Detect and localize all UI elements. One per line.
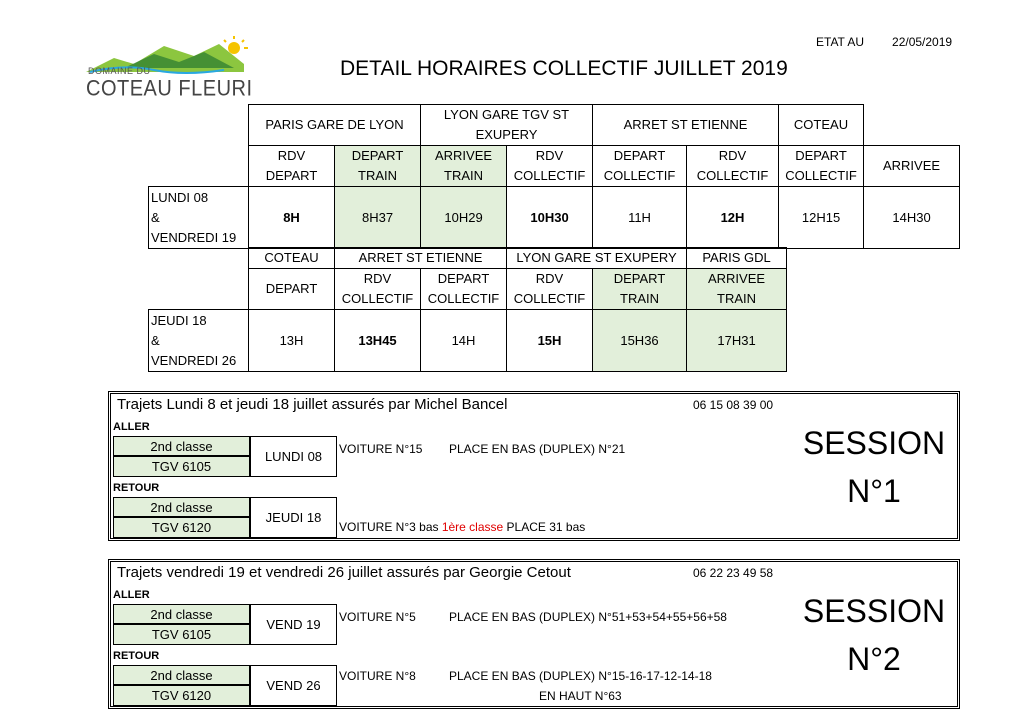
voiture-info: VOITURE N°8 [339, 669, 416, 683]
blank-corner [149, 269, 249, 310]
time-cell: 11H [593, 187, 687, 249]
blank-corner [149, 146, 249, 187]
column-header: DEPART TRAIN [593, 269, 687, 310]
time-cell: 10H30 [507, 187, 593, 249]
etat-au [816, 35, 952, 49]
schedule-table-aller [148, 104, 960, 249]
time-cell: 13H45 [335, 310, 421, 372]
column-header: DEPART COLLECTIF [593, 146, 687, 187]
train-cell: TGV 6105 [113, 456, 250, 477]
phone-number: 06 22 23 49 58 [693, 566, 774, 580]
schedule-table-retour [148, 247, 787, 372]
time-cell: 8H [249, 187, 335, 249]
column-header: DEPART TRAIN [335, 146, 421, 187]
time-cell: 10H29 [421, 187, 507, 249]
logo-line-1: DOMAINE DU [88, 66, 151, 76]
time-cell: 12H [687, 187, 779, 249]
trip-title: Trajets Lundi 8 et jeudi 18 juillet assurés par Michel Bancel [117, 396, 508, 413]
trip-title: Trajets vendredi 19 et vendredi 26 juillet assurés par Georgie Cetout [117, 564, 571, 581]
aller-label: ALLER [113, 589, 150, 601]
etat-date: 22/05/2019 [892, 35, 953, 49]
place-info: PLACE EN BAS (DUPLEX) N°21 [449, 442, 626, 456]
column-header: RDV COLLECTIF [507, 146, 593, 187]
group-header: LYON GARE ST EXUPERY [507, 248, 687, 269]
day-cell: VEND 19 [250, 604, 337, 645]
logo-line-2: COTEAU FLEURI [86, 77, 253, 102]
group-header: COTEAU [779, 105, 864, 146]
column-header: RDV DEPART [249, 146, 335, 187]
classe-cell: 2nd classe [113, 604, 250, 624]
retour-label: RETOUR [113, 482, 160, 494]
page-title: DETAIL HORAIRES COLLECTIF JUILLET 2019 [340, 57, 788, 80]
column-header: DEPART COLLECTIF [779, 146, 864, 187]
column-header: ARRIVEE TRAIN [687, 269, 787, 310]
first-class-note: 1ère classe [441, 520, 504, 534]
voiture-info: VOITURE N°5 [339, 610, 416, 624]
classe-cell: 2nd classe [113, 436, 250, 456]
phone-number: 06 15 08 39 00 [693, 398, 774, 412]
day-cell: JEUDI 18 & VENDREDI 26 [149, 310, 249, 372]
day-cell: VEND 26 [250, 665, 337, 706]
classe-cell: 2nd classe [113, 665, 250, 685]
day-cell: LUNDI 08 [250, 436, 337, 477]
day-cell: LUNDI 08 & VENDREDI 19 [149, 187, 249, 249]
etat-label: ETAT AU [816, 35, 865, 49]
time-cell: 15H [507, 310, 593, 372]
aller-label: ALLER [113, 421, 150, 433]
time-cell: 13H [249, 310, 335, 372]
group-header: LYON GARE TGV ST EXUPERY [421, 105, 593, 146]
domaine-logo [84, 34, 254, 104]
retour-label: RETOUR [113, 650, 160, 662]
classe-cell: 2nd classe [113, 497, 250, 517]
column-header: RDV COLLECTIF [335, 269, 421, 310]
column-header: DEPART COLLECTIF [421, 269, 507, 310]
time-cell: 17H31 [687, 310, 787, 372]
column-header: RDV COLLECTIF [687, 146, 779, 187]
column-header: RDV COLLECTIF [507, 269, 593, 310]
blank-corner [149, 248, 249, 269]
group-header: ARRET ST ETIENNE [335, 248, 507, 269]
time-cell: 14H [421, 310, 507, 372]
group-header: ARRET ST ETIENNE [593, 105, 779, 146]
train-cell: TGV 6120 [113, 685, 250, 706]
group-header: PARIS GARE DE LYON [249, 105, 421, 146]
train-cell: TGV 6120 [113, 517, 250, 538]
time-cell: 14H30 [864, 187, 960, 249]
session-label: SESSION N°2 [802, 593, 946, 677]
session-2-box [108, 559, 960, 709]
session-1-box [108, 391, 960, 541]
place-info: PLACE EN BAS (DUPLEX) N°15-16-17-12-14-18 [449, 669, 712, 683]
place-info-upper: EN HAUT N°63 [539, 689, 622, 703]
column-header: ARRIVEE [864, 146, 960, 187]
column-header: ARRIVEE TRAIN [421, 146, 507, 187]
train-cell: TGV 6105 [113, 624, 250, 645]
time-cell: 15H36 [593, 310, 687, 372]
retour-info: VOITURE N°3 bas 1ère classe PLACE 31 bas [339, 520, 586, 534]
time-cell: 12H15 [779, 187, 864, 249]
column-header: DEPART [249, 269, 335, 310]
voiture-info: VOITURE N°15 [339, 442, 423, 456]
blank-corner [149, 105, 249, 146]
group-header: COTEAU [249, 248, 335, 269]
day-cell: JEUDI 18 [250, 497, 337, 538]
place-info: PLACE EN BAS (DUPLEX) N°51+53+54+55+56+58 [449, 610, 727, 624]
group-header: PARIS GDL [687, 248, 787, 269]
time-cell: 8H37 [335, 187, 421, 249]
session-label: SESSION N°1 [802, 425, 946, 509]
